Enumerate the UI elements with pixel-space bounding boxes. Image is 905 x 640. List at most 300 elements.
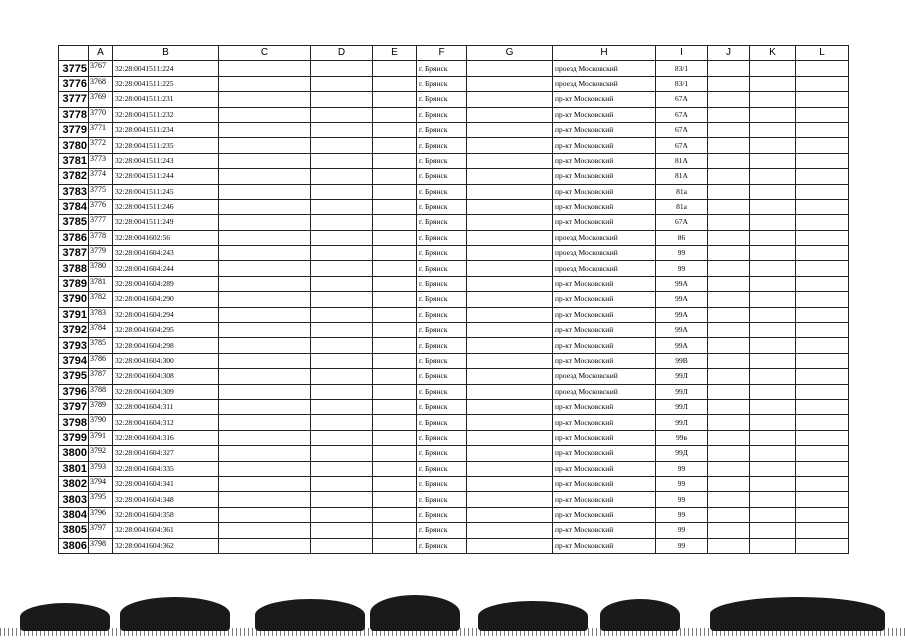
cell-k[interactable] [750, 430, 796, 445]
cell-b[interactable]: 32:28:0041604:290 [113, 292, 219, 307]
cell-k[interactable] [750, 399, 796, 414]
cell-c[interactable] [219, 230, 311, 245]
cell-l[interactable] [796, 415, 849, 430]
column-header-b[interactable]: B [113, 46, 219, 61]
row-number[interactable]: 3798 [59, 415, 89, 430]
cell-c[interactable] [219, 492, 311, 507]
cell-g[interactable] [467, 338, 553, 353]
cell-b[interactable]: 32:28:0041511:249 [113, 215, 219, 230]
cell-e[interactable] [373, 446, 417, 461]
row-number[interactable]: 3779 [59, 122, 89, 137]
cell-j[interactable] [708, 476, 750, 491]
cell-j[interactable] [708, 92, 750, 107]
cell-b[interactable]: 32:28:0041604:244 [113, 261, 219, 276]
row-number[interactable]: 3785 [59, 215, 89, 230]
cell-e[interactable] [373, 369, 417, 384]
cell-g[interactable] [467, 292, 553, 307]
cell-f[interactable]: г. Брянск [417, 107, 467, 122]
cell-e[interactable] [373, 492, 417, 507]
cell-a[interactable]: 3770 [89, 107, 113, 122]
cell-j[interactable] [708, 461, 750, 476]
cell-j[interactable] [708, 446, 750, 461]
cell-f[interactable]: г. Брянск [417, 384, 467, 399]
cell-i[interactable]: 99А [656, 323, 708, 338]
cell-d[interactable] [311, 430, 373, 445]
cell-e[interactable] [373, 122, 417, 137]
cell-k[interactable] [750, 107, 796, 122]
cell-k[interactable] [750, 384, 796, 399]
cell-l[interactable] [796, 230, 849, 245]
cell-g[interactable] [467, 138, 553, 153]
cell-l[interactable] [796, 476, 849, 491]
cell-g[interactable] [467, 169, 553, 184]
cell-i[interactable]: 99А [656, 338, 708, 353]
cell-f[interactable]: г. Брянск [417, 169, 467, 184]
cell-l[interactable] [796, 122, 849, 137]
cell-i[interactable]: 81А [656, 153, 708, 168]
cell-a[interactable]: 3768 [89, 76, 113, 91]
cell-c[interactable] [219, 215, 311, 230]
cell-c[interactable] [219, 169, 311, 184]
cell-h[interactable]: проезд Московский [553, 369, 656, 384]
cell-j[interactable] [708, 261, 750, 276]
cell-i[interactable]: 81а [656, 199, 708, 214]
cell-a[interactable]: 3793 [89, 461, 113, 476]
cell-j[interactable] [708, 107, 750, 122]
cell-a[interactable]: 3780 [89, 261, 113, 276]
cell-k[interactable] [750, 61, 796, 76]
cell-l[interactable] [796, 138, 849, 153]
cell-l[interactable] [796, 199, 849, 214]
cell-g[interactable] [467, 507, 553, 522]
cell-g[interactable] [467, 369, 553, 384]
cell-h[interactable]: пр-кт Московский [553, 430, 656, 445]
cell-c[interactable] [219, 184, 311, 199]
cell-k[interactable] [750, 215, 796, 230]
column-header-g[interactable]: G [467, 46, 553, 61]
cell-d[interactable] [311, 492, 373, 507]
cell-j[interactable] [708, 384, 750, 399]
row-number[interactable]: 3804 [59, 507, 89, 522]
cell-k[interactable] [750, 292, 796, 307]
cell-h[interactable]: проезд Московский [553, 76, 656, 91]
cell-k[interactable] [750, 122, 796, 137]
cell-b[interactable]: 32:28:0041604:289 [113, 276, 219, 291]
cell-k[interactable] [750, 538, 796, 553]
row-number[interactable]: 3793 [59, 338, 89, 353]
cell-l[interactable] [796, 353, 849, 368]
column-header-f[interactable]: F [417, 46, 467, 61]
cell-g[interactable] [467, 399, 553, 414]
cell-i[interactable]: 81А [656, 169, 708, 184]
cell-l[interactable] [796, 538, 849, 553]
cell-h[interactable]: пр-кт Московский [553, 199, 656, 214]
cell-k[interactable] [750, 246, 796, 261]
cell-a[interactable]: 3786 [89, 353, 113, 368]
cell-d[interactable] [311, 276, 373, 291]
cell-h[interactable]: проезд Московский [553, 61, 656, 76]
cell-h[interactable]: пр-кт Московский [553, 215, 656, 230]
cell-b[interactable]: 32:28:0041604:348 [113, 492, 219, 507]
cell-k[interactable] [750, 276, 796, 291]
cell-l[interactable] [796, 184, 849, 199]
cell-k[interactable] [750, 353, 796, 368]
cell-h[interactable]: пр-кт Московский [553, 323, 656, 338]
cell-j[interactable] [708, 61, 750, 76]
cell-k[interactable] [750, 199, 796, 214]
row-number[interactable]: 3794 [59, 353, 89, 368]
cell-d[interactable] [311, 538, 373, 553]
cell-d[interactable] [311, 399, 373, 414]
cell-h[interactable]: проезд Московский [553, 261, 656, 276]
cell-f[interactable]: г. Брянск [417, 369, 467, 384]
cell-f[interactable]: г. Брянск [417, 338, 467, 353]
cell-e[interactable] [373, 353, 417, 368]
row-number[interactable]: 3776 [59, 76, 89, 91]
row-number[interactable]: 3790 [59, 292, 89, 307]
cell-a[interactable]: 3789 [89, 399, 113, 414]
row-number[interactable]: 3781 [59, 153, 89, 168]
cell-a[interactable]: 3788 [89, 384, 113, 399]
column-header-h[interactable]: H [553, 46, 656, 61]
cell-f[interactable]: г. Брянск [417, 476, 467, 491]
cell-j[interactable] [708, 353, 750, 368]
cell-h[interactable]: пр-кт Московский [553, 523, 656, 538]
cell-c[interactable] [219, 353, 311, 368]
cell-i[interactable]: 67А [656, 138, 708, 153]
cell-b[interactable]: 32:28:0041604:295 [113, 323, 219, 338]
cell-c[interactable] [219, 138, 311, 153]
cell-g[interactable] [467, 307, 553, 322]
cell-d[interactable] [311, 507, 373, 522]
cell-l[interactable] [796, 492, 849, 507]
cell-b[interactable]: 32:28:0041511:245 [113, 184, 219, 199]
cell-i[interactable]: 81а [656, 184, 708, 199]
cell-f[interactable]: г. Брянск [417, 184, 467, 199]
cell-c[interactable] [219, 107, 311, 122]
cell-c[interactable] [219, 430, 311, 445]
cell-i[interactable]: 99А [656, 292, 708, 307]
cell-e[interactable] [373, 230, 417, 245]
cell-f[interactable]: г. Брянск [417, 199, 467, 214]
cell-e[interactable] [373, 507, 417, 522]
cell-j[interactable] [708, 184, 750, 199]
cell-d[interactable] [311, 338, 373, 353]
cell-b[interactable]: 32:28:0041604:308 [113, 369, 219, 384]
cell-c[interactable] [219, 399, 311, 414]
cell-f[interactable]: г. Брянск [417, 353, 467, 368]
cell-d[interactable] [311, 76, 373, 91]
cell-a[interactable]: 3778 [89, 230, 113, 245]
cell-d[interactable] [311, 415, 373, 430]
cell-h[interactable]: пр-кт Московский [553, 461, 656, 476]
cell-c[interactable] [219, 261, 311, 276]
cell-e[interactable] [373, 338, 417, 353]
column-header-k[interactable]: K [750, 46, 796, 61]
cell-k[interactable] [750, 307, 796, 322]
cell-g[interactable] [467, 430, 553, 445]
row-number[interactable]: 3780 [59, 138, 89, 153]
cell-d[interactable] [311, 246, 373, 261]
cell-g[interactable] [467, 538, 553, 553]
cell-i[interactable]: 99Л [656, 415, 708, 430]
cell-b[interactable]: 32:28:0041604:243 [113, 246, 219, 261]
cell-d[interactable] [311, 384, 373, 399]
cell-c[interactable] [219, 246, 311, 261]
cell-i[interactable]: 67А [656, 122, 708, 137]
cell-l[interactable] [796, 446, 849, 461]
cell-j[interactable] [708, 323, 750, 338]
cell-b[interactable]: 32:28:0041604:361 [113, 523, 219, 538]
cell-f[interactable]: г. Брянск [417, 492, 467, 507]
cell-h[interactable]: пр-кт Московский [553, 153, 656, 168]
cell-f[interactable]: г. Брянск [417, 276, 467, 291]
column-header-d[interactable]: D [311, 46, 373, 61]
cell-h[interactable]: пр-кт Московский [553, 399, 656, 414]
row-number[interactable]: 3795 [59, 369, 89, 384]
cell-j[interactable] [708, 169, 750, 184]
cell-k[interactable] [750, 415, 796, 430]
cell-d[interactable] [311, 230, 373, 245]
cell-b[interactable]: 32:28:0041604:294 [113, 307, 219, 322]
row-number[interactable]: 3800 [59, 446, 89, 461]
cell-a[interactable]: 3772 [89, 138, 113, 153]
cell-h[interactable]: пр-кт Московский [553, 122, 656, 137]
cell-l[interactable] [796, 169, 849, 184]
cell-j[interactable] [708, 338, 750, 353]
cell-j[interactable] [708, 230, 750, 245]
cell-d[interactable] [311, 523, 373, 538]
cell-a[interactable]: 3795 [89, 492, 113, 507]
cell-h[interactable]: пр-кт Московский [553, 92, 656, 107]
row-number[interactable]: 3791 [59, 307, 89, 322]
cell-f[interactable]: г. Брянск [417, 153, 467, 168]
cell-d[interactable] [311, 61, 373, 76]
cell-e[interactable] [373, 215, 417, 230]
cell-d[interactable] [311, 307, 373, 322]
cell-k[interactable] [750, 369, 796, 384]
cell-k[interactable] [750, 169, 796, 184]
cell-e[interactable] [373, 169, 417, 184]
cell-b[interactable]: 32:28:0041511:243 [113, 153, 219, 168]
cell-d[interactable] [311, 215, 373, 230]
cell-f[interactable]: г. Брянск [417, 399, 467, 414]
cell-l[interactable] [796, 323, 849, 338]
cell-f[interactable]: г. Брянск [417, 122, 467, 137]
row-number[interactable]: 3784 [59, 199, 89, 214]
cell-i[interactable]: 83/1 [656, 76, 708, 91]
cell-j[interactable] [708, 492, 750, 507]
cell-c[interactable] [219, 292, 311, 307]
row-number[interactable]: 3801 [59, 461, 89, 476]
row-number[interactable]: 3787 [59, 246, 89, 261]
cell-i[interactable]: 99Л [656, 399, 708, 414]
cell-b[interactable]: 32:28:0041511:224 [113, 61, 219, 76]
cell-c[interactable] [219, 384, 311, 399]
cell-i[interactable]: 99 [656, 261, 708, 276]
cell-f[interactable]: г. Брянск [417, 415, 467, 430]
cell-f[interactable]: г. Брянск [417, 215, 467, 230]
row-number[interactable]: 3806 [59, 538, 89, 553]
cell-g[interactable] [467, 230, 553, 245]
cell-g[interactable] [467, 261, 553, 276]
row-number[interactable]: 3792 [59, 323, 89, 338]
cell-b[interactable]: 32:28:0041604:316 [113, 430, 219, 445]
cell-f[interactable]: г. Брянск [417, 76, 467, 91]
cell-c[interactable] [219, 153, 311, 168]
cell-c[interactable] [219, 476, 311, 491]
cell-g[interactable] [467, 476, 553, 491]
cell-g[interactable] [467, 446, 553, 461]
cell-h[interactable]: проезд Московский [553, 384, 656, 399]
cell-c[interactable] [219, 323, 311, 338]
cell-k[interactable] [750, 138, 796, 153]
cell-c[interactable] [219, 507, 311, 522]
cell-l[interactable] [796, 523, 849, 538]
cell-h[interactable]: пр-кт Московский [553, 276, 656, 291]
cell-c[interactable] [219, 92, 311, 107]
cell-g[interactable] [467, 461, 553, 476]
cell-c[interactable] [219, 276, 311, 291]
cell-a[interactable]: 3784 [89, 323, 113, 338]
cell-c[interactable] [219, 461, 311, 476]
cell-a[interactable]: 3776 [89, 199, 113, 214]
row-number[interactable]: 3777 [59, 92, 89, 107]
cell-e[interactable] [373, 92, 417, 107]
cell-f[interactable]: г. Брянск [417, 507, 467, 522]
row-number[interactable]: 3796 [59, 384, 89, 399]
column-header-l[interactable]: L [796, 46, 849, 61]
cell-b[interactable]: 32:28:0041511:234 [113, 122, 219, 137]
cell-j[interactable] [708, 307, 750, 322]
cell-e[interactable] [373, 199, 417, 214]
cell-h[interactable]: пр-кт Московский [553, 138, 656, 153]
row-number[interactable]: 3778 [59, 107, 89, 122]
cell-j[interactable] [708, 292, 750, 307]
cell-a[interactable]: 3785 [89, 338, 113, 353]
cell-g[interactable] [467, 323, 553, 338]
cell-f[interactable]: г. Брянск [417, 138, 467, 153]
cell-j[interactable] [708, 538, 750, 553]
cell-e[interactable] [373, 430, 417, 445]
cell-e[interactable] [373, 523, 417, 538]
cell-e[interactable] [373, 307, 417, 322]
cell-b[interactable]: 32:28:0041604:309 [113, 384, 219, 399]
cell-i[interactable]: 99 [656, 523, 708, 538]
column-header-i[interactable]: I [656, 46, 708, 61]
cell-a[interactable]: 3773 [89, 153, 113, 168]
cell-g[interactable] [467, 523, 553, 538]
cell-e[interactable] [373, 323, 417, 338]
cell-a[interactable]: 3783 [89, 307, 113, 322]
cell-d[interactable] [311, 323, 373, 338]
cell-g[interactable] [467, 246, 553, 261]
cell-k[interactable] [750, 184, 796, 199]
cell-g[interactable] [467, 92, 553, 107]
cell-f[interactable]: г. Брянск [417, 246, 467, 261]
cell-d[interactable] [311, 369, 373, 384]
cell-e[interactable] [373, 538, 417, 553]
cell-i[interactable]: 99 [656, 538, 708, 553]
cell-j[interactable] [708, 369, 750, 384]
cell-d[interactable] [311, 461, 373, 476]
cell-b[interactable]: 32:28:0041511:244 [113, 169, 219, 184]
cell-k[interactable] [750, 92, 796, 107]
cell-d[interactable] [311, 122, 373, 137]
row-number[interactable]: 3782 [59, 169, 89, 184]
cell-i[interactable]: 99 [656, 246, 708, 261]
cell-g[interactable] [467, 122, 553, 137]
cell-b[interactable]: 32:28:0041511:225 [113, 76, 219, 91]
cell-l[interactable] [796, 307, 849, 322]
cell-l[interactable] [796, 292, 849, 307]
cell-g[interactable] [467, 153, 553, 168]
cell-d[interactable] [311, 107, 373, 122]
cell-a[interactable]: 3792 [89, 446, 113, 461]
cell-j[interactable] [708, 153, 750, 168]
cell-c[interactable] [219, 538, 311, 553]
cell-a[interactable]: 3767 [89, 61, 113, 76]
cell-h[interactable]: пр-кт Московский [553, 446, 656, 461]
column-header-j[interactable]: J [708, 46, 750, 61]
cell-e[interactable] [373, 153, 417, 168]
cell-k[interactable] [750, 261, 796, 276]
cell-b[interactable]: 32:28:0041604:335 [113, 461, 219, 476]
cell-a[interactable]: 3777 [89, 215, 113, 230]
cell-d[interactable] [311, 446, 373, 461]
cell-a[interactable]: 3794 [89, 476, 113, 491]
cell-h[interactable]: пр-кт Московский [553, 184, 656, 199]
cell-j[interactable] [708, 215, 750, 230]
cell-l[interactable] [796, 246, 849, 261]
cell-b[interactable]: 32:28:0041602:56 [113, 230, 219, 245]
cell-j[interactable] [708, 138, 750, 153]
row-number[interactable]: 3799 [59, 430, 89, 445]
cell-l[interactable] [796, 384, 849, 399]
cell-b[interactable]: 32:28:0041604:298 [113, 338, 219, 353]
row-number[interactable]: 3803 [59, 492, 89, 507]
cell-l[interactable] [796, 76, 849, 91]
cell-a[interactable]: 3771 [89, 122, 113, 137]
cell-b[interactable]: 32:28:0041511:246 [113, 199, 219, 214]
cell-e[interactable] [373, 76, 417, 91]
cell-g[interactable] [467, 184, 553, 199]
cell-d[interactable] [311, 153, 373, 168]
cell-g[interactable] [467, 415, 553, 430]
cell-i[interactable]: 99 [656, 507, 708, 522]
cell-c[interactable] [219, 446, 311, 461]
cell-i[interactable]: 99 [656, 492, 708, 507]
cell-d[interactable] [311, 353, 373, 368]
cell-g[interactable] [467, 384, 553, 399]
cell-l[interactable] [796, 61, 849, 76]
cell-h[interactable]: пр-кт Московский [553, 169, 656, 184]
cell-f[interactable]: г. Брянск [417, 307, 467, 322]
cell-c[interactable] [219, 523, 311, 538]
cell-a[interactable]: 3798 [89, 538, 113, 553]
cell-b[interactable]: 32:28:0041604:311 [113, 399, 219, 414]
cell-k[interactable] [750, 338, 796, 353]
cell-h[interactable]: пр-кт Московский [553, 107, 656, 122]
cell-l[interactable] [796, 261, 849, 276]
row-number[interactable]: 3783 [59, 184, 89, 199]
cell-k[interactable] [750, 492, 796, 507]
cell-l[interactable] [796, 461, 849, 476]
cell-l[interactable] [796, 399, 849, 414]
column-header-e[interactable]: E [373, 46, 417, 61]
cell-i[interactable]: 99А [656, 307, 708, 322]
cell-i[interactable]: 99А [656, 276, 708, 291]
